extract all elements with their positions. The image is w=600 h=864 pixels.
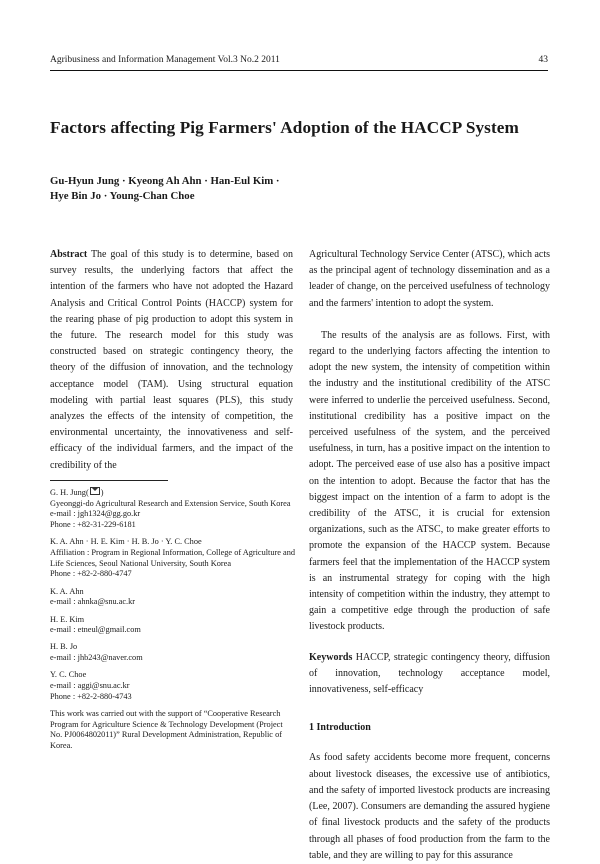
jo-name: H. B. Jo: [50, 642, 78, 652]
paragraph-gap: [309, 312, 550, 328]
group-phone: Phone : +82-2-880-4747: [50, 569, 132, 579]
abstract-label: Abstract: [50, 249, 88, 260]
footnote-funding: [50, 709, 295, 752]
section-gap: [309, 736, 550, 750]
keywords-paragraph: [309, 650, 550, 699]
ahn-name: K. A. Ahn: [50, 586, 84, 596]
choe-phone: Phone : +82-2-880-4743: [50, 691, 132, 701]
jung-affiliation: Gyeonggi-do Agricultural Research and Extension Service, South Korea: [50, 498, 291, 508]
author-footnotes: [50, 487, 298, 758]
footnote-kim: [50, 615, 295, 636]
footnote-jo: [50, 642, 295, 663]
author-list: [50, 174, 280, 204]
kim-name: H. E. Kim: [50, 614, 85, 624]
footnote-group: [50, 537, 298, 580]
envelope-icon: [90, 487, 100, 495]
group-affiliation: Affiliation : Program in Regional Information, College of Agriculture and Life Sciences, Seoul National University, South Korea: [50, 548, 298, 568]
kim-email: e-mail : etneul@gmail.com: [50, 625, 141, 635]
paper-title: Factors affecting Pig Farmers' Adoption of the HACCP System: [50, 118, 519, 137]
right-column: [309, 247, 550, 864]
abstract-text: The goal of this study is to determine, based on survey results, the underlying factors that affect the intention of the farmers who have not adopted the Hazard Analysis and Critical Control Points (HACCP) system for the rearing phase of pig production to adopt this system in the future. The research model for this study was constructed based on strategic contingency theory, the theory of the diffusion of innovation, and the technology acceptance model (TAM). Using structural equation modeling with partial least squares (PLS), this study analyzes the effects of the intensity of competition, the environmental uncertainty, the innovativeness and self-efficacy of the individual farmers, and the impact of the credibility of the: [50, 249, 293, 471]
left-column: [50, 247, 293, 474]
jung-name: G. H. Jung(: [50, 488, 89, 497]
footnote-choe: [50, 670, 295, 702]
abstract-continuation: Agricultural Technology Service Center (ATSC), which acts as the principal agent of technology dissemination and as a leader of change, on the perceived usefulness of technology and the farmers' intention to adopt the system.: [309, 249, 550, 309]
journal-name: Agribusiness and Information Management Vol.3 No.2 2011: [50, 55, 280, 65]
keywords-text: HACCP, strategic contingency theory, diffusion of innovation, technology acceptance model, innovativeness, self-efficacy: [309, 651, 550, 696]
section-gap: [309, 698, 550, 720]
introduction-paragraph: As food safety accidents become more frequent, concerns about livestock diseases, the excessive use of antibiotics, and the safety of imported livestock products are increasing (Lee, 2007). Consumers are demanding the assured hygiene of final livestock products and the safety of the products through all phases of food production from the farm to the table, and they are willing to pay for this assurance: [309, 752, 550, 861]
keywords-label: Keywords: [309, 651, 353, 663]
choe-email: e-mail : aggi@snu.ac.kr: [50, 681, 130, 691]
footnote-divider: [50, 480, 168, 481]
jo-email: e-mail : jhb243@naver.com: [50, 653, 143, 663]
footnote-jung-name: [50, 487, 295, 499]
funding-note: This work was carried out with the support of “Cooperative Research Program for Agriculture Science & Technology Development (Project No. PJ0064802011)” Rural Development Administration, Republic of Korea.: [50, 708, 285, 751]
ahn-email: e-mail : ahnka@snu.ac.kr: [50, 597, 136, 607]
results-paragraph: The results of the analysis are as follows. First, with regard to the underlying factors affecting the intention to adopt the new system, the intensity of competition within the industry and the institutional credibility of the ATSC were inferred to underlie the perceived usefulness. Second, institutional credibility has a positive impact on the perceived usefulness of the system, and the perceived usefulness, in turn, has a positive impact on the intention to adopt. The perceived ease of use also has a positive impact on the intention to adopt. Because the factor that has the biggest impact on the intention of a farm to adopt is the credibility of the ATSC, it is crucial for extension organizations, such as the ATSC, to make greater efforts to promote the expansion of the HACCP system. Because farmers feel that the implementation of the HACCP system is an instrumental strategy for coping with the high intensity of competition within the industry, they attempt to gain a competitive edge through the production of safe livestock products.: [309, 329, 550, 633]
group-names: K. A. Ahn · H. E. Kim · H. B. Jo · Y. C. Choe: [50, 537, 202, 547]
running-head: [50, 55, 548, 71]
page-number: 43: [538, 55, 548, 65]
author-line-1: Gu-Hyun Jung · Kyeong Ah Ahn · Han-Eul Kim ·: [50, 175, 280, 187]
jung-email: e-mail : jgh1324@gg.go.kr: [50, 509, 141, 519]
jung-phone: Phone : +82-31-229-6181: [50, 520, 136, 530]
author-line-2: Hye Bin Jo · Young-Chan Choe: [50, 190, 195, 202]
footnote-jung: [50, 487, 295, 531]
abstract-paragraph: [50, 247, 293, 474]
choe-name: Y. C. Choe: [50, 670, 87, 680]
section-heading-introduction: 1 Introduction: [309, 722, 371, 734]
jung-name-end: ): [100, 488, 104, 497]
paragraph-gap: [309, 636, 550, 650]
footnote-ahn: [50, 587, 295, 608]
